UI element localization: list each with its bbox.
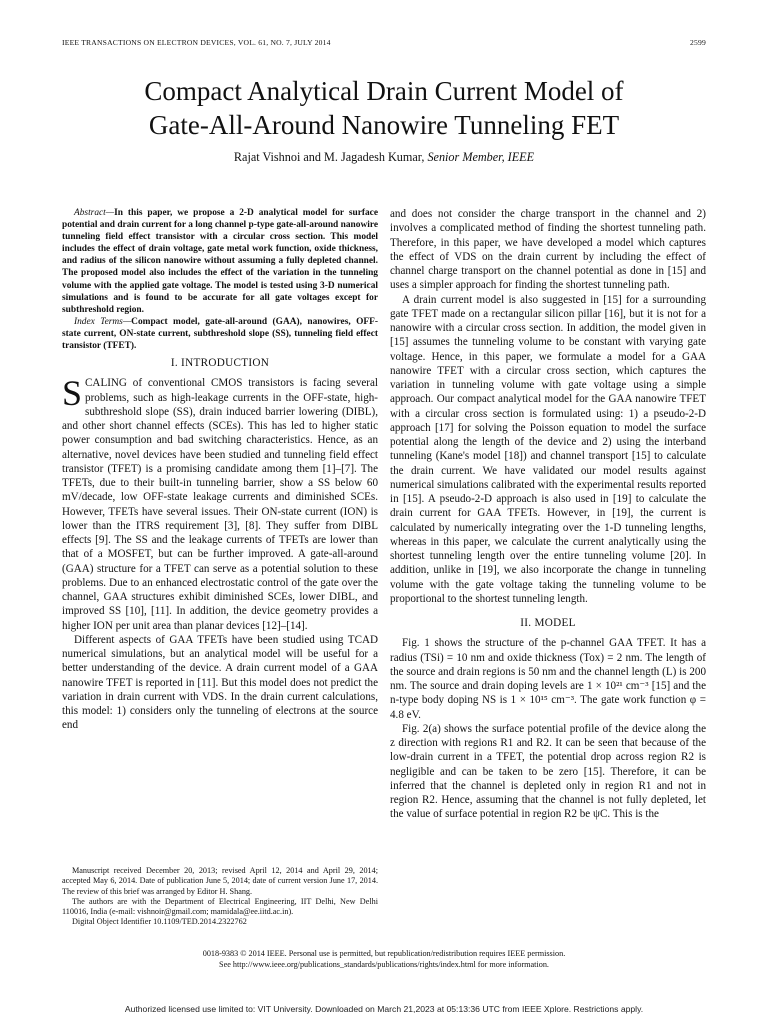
- footnote-authors: The authors are with the Department of Electrical Engineering, IIT Delhi, New Delhi 110016, India (e-mail: vishnoir@gmail.com; mamidala@ee.iitd.ac.in).: [62, 896, 378, 917]
- title-line-2: Gate-All-Around Nanowire Tunneling FET: [148, 110, 620, 140]
- author-affiliation: Senior Member, IEEE: [424, 150, 535, 164]
- copyright-line-1: 0018-9383 © 2014 IEEE. Personal use is permitted, but republication/redistribution requires IEEE permission.: [202, 949, 566, 958]
- index-terms-text: Compact model, gate-all-around (GAA), nanowires, OFF-state current, ON-state current, subthreshold slope (SS), tunneling field effect transistor (TFET).: [62, 316, 378, 352]
- author-names: Rajat Vishnoi and M. Jagadesh Kumar,: [233, 150, 425, 164]
- model-paragraph-2: Fig. 2(a) shows the surface potential profile of the device along the z direction with regions R1 and R2. It can be seen that because of the low-drain current in a TFET, the potential drop across region R2 is negligible and can be taken to be zero [15]. Therefore, it can be inferred that the channel is depleted only in region R1 and not in region R2. Hence, assuming that the channel is not fully depleted, let the value of surface potential in region R2 be ψC. This is the: [390, 722, 706, 821]
- drop-cap: S: [62, 373, 83, 414]
- right-paragraph-1: A drain current model is also suggested in [15] for a surrounding gate TFET made on a rectangular silicon pillar [16], but it is not for a nanowire with a circular cross section. In addition, the model given in [15] assumes the tunneling volume to be constant with varying gate voltage. Hence, in this paper, we formulate a model for a GAA nanowire TFET with a circular cross section, which captures the variation in tunneling volume with gate voltage using a simple approach. Our compact analytical model for the GAA nanowire TFET with a circular cross section is formulated using: 1) a pseudo-2-D approach [17] for solving the Poisson equation to model the surface potential along the length of the device and 2) using the interband tunneling (Kane's model [18]) and channel transport [15] to calculate the drain current. We have validated our model results against numerical simulations calibrated with the experimental results reported in [15]. A pseudo-2-D approach is also used in [19] to calculate the drain current for GAA TFETs. However, in [19], the current is calculated by numerically integrating over the 1-D tunneling lengths, whereas in this paper, we calculate the current analytically using the shortest tunneling length over the entire tunneling volume [20]. In addition, unlike in [19], we also incorporate the change in tunneling volume with the gate voltage taking the tunneling volume to be proportional to the shortest tunneling length.: [390, 293, 706, 605]
- section-heading-introduction: I. INTRODUCTION: [170, 357, 270, 370]
- footnote-doi: Digital Object Identifier 10.1109/TED.2014.2322762: [72, 917, 247, 927]
- copyright-line-2: See http://www.ieee.org/publications_standards/publications/rights/index.html for more information.: [219, 960, 549, 969]
- footnote-manuscript: Manuscript received December 20, 2013; revised April 12, 2014 and April 29, 2014; accepted May 6, 2014. Date of publication June 5, 2014; date of current version June 17, 2014. The review of this brief was arranged by Editor H. Shang.: [62, 866, 378, 896]
- section-heading-model: II. MODEL: [520, 617, 576, 629]
- model-paragraph-1: Fig. 1 shows the structure of the p-channel GAA TFET. It has a radius (TSi) = 10 nm and oxide thickness (Tox) = 2 nm. The length of the source and drain regions is 50 nm and the channel length (L) is 200 nm. The source and drain doping levels are 1 × 10²¹ cm⁻³ [15] and the n-type body doping NS is 1 × 10¹⁵ cm⁻³. The gate work function φ = 4.8 eV.: [390, 637, 706, 721]
- title-line-1: Compact Analytical Drain Current Model of: [144, 76, 624, 106]
- footnote: [62, 866, 378, 928]
- paper-title: [40, 74, 728, 142]
- intro-paragraph-1-text: CALING of conventional CMOS transistors is facing several problems, such as high-leakage currents in the OFF-state, high-subthreshold slope (SS), drain induced barrier lowering (DIBL), and other short channel effects (SCEs). This has led to higher static power consumption and bad switching characteristics. Hence, as an alternative, novel devices have been studied and tunneling field effect transistor (TFET) is a promising candidate among them [1]–[7]. The TFETs, due to their built-in tunneling barrier, show a SS below 60 mV/decade, low OFF-state leakage currents and diminished SCEs. However, TFETs have several issues. Their ON-state current (ION) is lower than the ITRS requirement [3], [8]. They suffer from DIBL effects [9]. The SS and the leakage currents of TFETs are lower than that of a MOSFET, but can be further improved. A gate-all-around (GAA) structure for a TFET can serve as a potential solution to these problems. Due to an enhanced electrostatic control of the gate over the channel, GAA structures exhibit diminished SCEs, lower DIBL, and improved SS [10], [11]. In addition, the device geometry provides a higher ION per unit area than planar devices [12]–[14].: [62, 377, 378, 632]
- authorized-use-notice: Authorized licensed use limited to: VIT University. Downloaded on March 21,2023 at 05:13:36 UTC from IEEE Xplore. Restrictions apply.: [124, 1004, 644, 1014]
- index-terms: [62, 316, 378, 352]
- abstract-text: In this paper, we propose a 2-D analytical model for surface potential and drain current for a long channel p-type gate-all-around nanowire tunneling field effect transistor with a circular cross section. This model includes the effect of drain voltage, gate metal work function, oxide thickness, and radius of the silicon nanowire without assuming a fully depleted channel. The proposed model also includes the effect of the variation in the tunneling volume with the applied gate voltage. The model is tested using 3-D numerical simulations and is found to be accurate for all gate voltages except for subthreshold region.: [62, 208, 378, 315]
- left-column: [62, 207, 378, 733]
- index-terms-label: Index Terms—: [74, 316, 132, 327]
- right-paragraph-continued: and does not consider the charge transport in the channel and 2) involves a complicated method of finding the shortest tunneling path. Therefore, in this paper, we have developed a model which captures the effect of VDS on the drain current by including the effect of channel charge transport on the channel potential as done in [15] and uses a simpler approach for finding the shortest tunneling path.: [390, 208, 706, 292]
- abstract: [62, 207, 378, 316]
- right-column: [390, 207, 706, 822]
- author-line: [40, 150, 728, 165]
- page-number: 2599: [690, 38, 706, 47]
- intro-paragraph-1: [62, 373, 378, 633]
- running-head: [62, 38, 706, 47]
- journal-name: IEEE TRANSACTIONS ON ELECTRON DEVICES, VOL. 61, NO. 7, JULY 2014: [62, 38, 331, 47]
- intro-paragraph-2: Different aspects of GAA TFETs have been studied using TCAD numerical simulations, but an analytical model will be useful for a better understanding of the device. A drain current model of a GAA nanowire TFET is reported in [11]. But this model does not predict the variation in drain current with VDS. In the drain current calculations, this model: 1) considers only the tunneling of electrons at the source end: [62, 633, 378, 732]
- abstract-label: Abstract—: [74, 208, 115, 218]
- copyright-notice: [62, 948, 706, 970]
